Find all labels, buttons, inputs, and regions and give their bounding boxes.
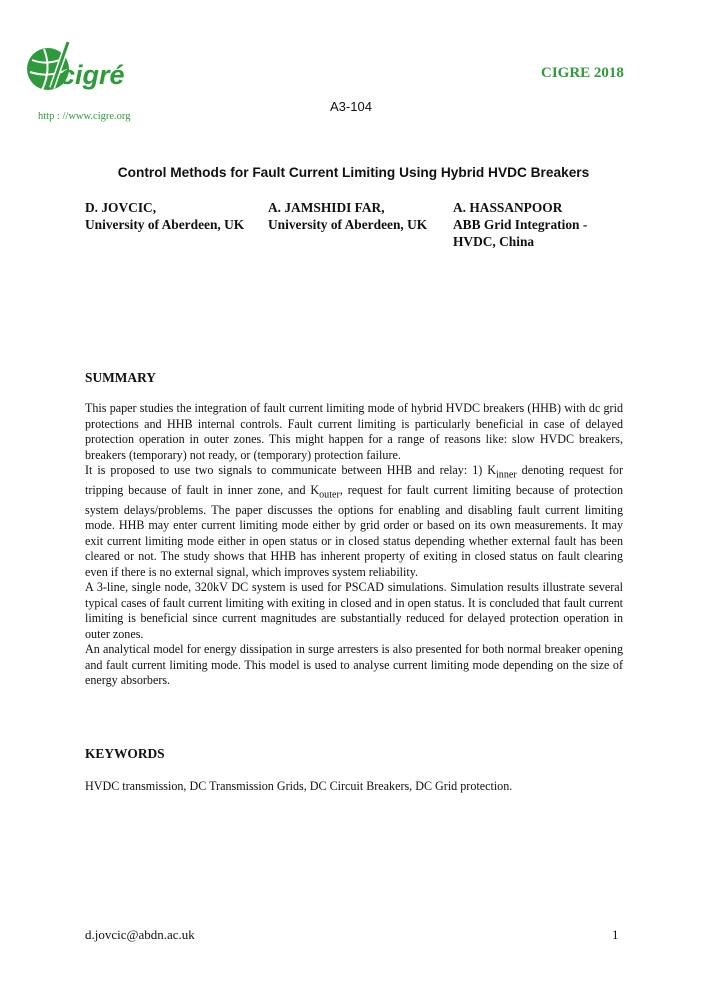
subscript: outer bbox=[319, 489, 340, 501]
author-affiliation: ABB Grid Integration - HVDC, China bbox=[453, 217, 588, 249]
cigre-globe-icon bbox=[22, 38, 126, 104]
summary-heading: SUMMARY bbox=[85, 370, 156, 385]
author-affiliation: University of Aberdeen, UK bbox=[85, 217, 245, 232]
cigre-logo bbox=[22, 38, 126, 104]
author-name: D. JOVCIC, bbox=[85, 200, 157, 215]
summary-paragraph: It is proposed to use two signals to communicate between HHB and relay: 1) $K_{inner}$ denoting request for tripping because of fault in inner zone, and $K_{outer}$, request for fault current limiting because of protection system delays/problems. The paper discusses the options for enabling and disabling fault current limiting mode. HHB may enter current limiting mode either by grid order or based on its own measurements. It may exit current limiting mode either in open status or in closed status depending whether external fault has been cleared or not. The study shows that HHB has inherent property of exiting in closed status on fault clearing even if there is no external signal, which improves system reliability. bbox=[85, 463, 623, 579]
svg-text:cigré: cigré bbox=[60, 60, 125, 90]
summary-body bbox=[85, 401, 623, 689]
author-name: A. JAMSHIDI FAR, bbox=[268, 200, 385, 215]
author-email[interactable]: d.jovcic@abdn.ac.uk bbox=[85, 927, 195, 942]
conference-name: CIGRE 2018 bbox=[541, 65, 624, 81]
summary-paragraph: A 3-line, single node, 320kV DC system is used for PSCAD simulations. Simulation results illustrate several typical cases of fault current limiting with exiting in closed and in open status. It is concluded that fault current limiting is beneficial since current magnitudes are substantially reduced for delayed protection operation in outer zones. bbox=[85, 580, 623, 641]
subscript: inner bbox=[495, 469, 517, 481]
paper-title: Control Methods for Fault Current Limiting Using Hybrid HVDC Breakers bbox=[117, 165, 590, 180]
summary-paragraph: This paper studies the integration of fault current limiting mode of hybrid HVDC breakers (HHB) with dc grid protections and HHB internal controls. Fault current limiting is particularly beneficial in case of delayed protection operation in outer zones. This might happen for a range of reasons like: slow HVDC breakers, breakers (temporary) not ready, or (temporary) protection failure. bbox=[85, 401, 623, 462]
author-1 bbox=[85, 199, 263, 233]
author-2 bbox=[268, 199, 448, 233]
website-url[interactable]: http : //www.cigre.org bbox=[38, 111, 131, 122]
summary-paragraph: An analytical model for energy dissipation in surge arresters is also presented for both normal breaker opening and fault current limiting mode. This model is used to analyse current limiting mode depending on the size of energy absorbers. bbox=[85, 642, 623, 688]
author-affiliation: University of Aberdeen, UK bbox=[268, 217, 428, 232]
author-name: A. HASSANPOOR bbox=[453, 200, 563, 215]
paper-code: A3-104 bbox=[330, 99, 372, 114]
keywords-heading: KEYWORDS bbox=[85, 746, 165, 761]
keywords-text: HVDC transmission, DC Transmission Grids, DC Circuit Breakers, DC Grid protection. bbox=[85, 779, 513, 793]
author-3 bbox=[453, 199, 623, 250]
page-number: 1 bbox=[612, 927, 619, 942]
